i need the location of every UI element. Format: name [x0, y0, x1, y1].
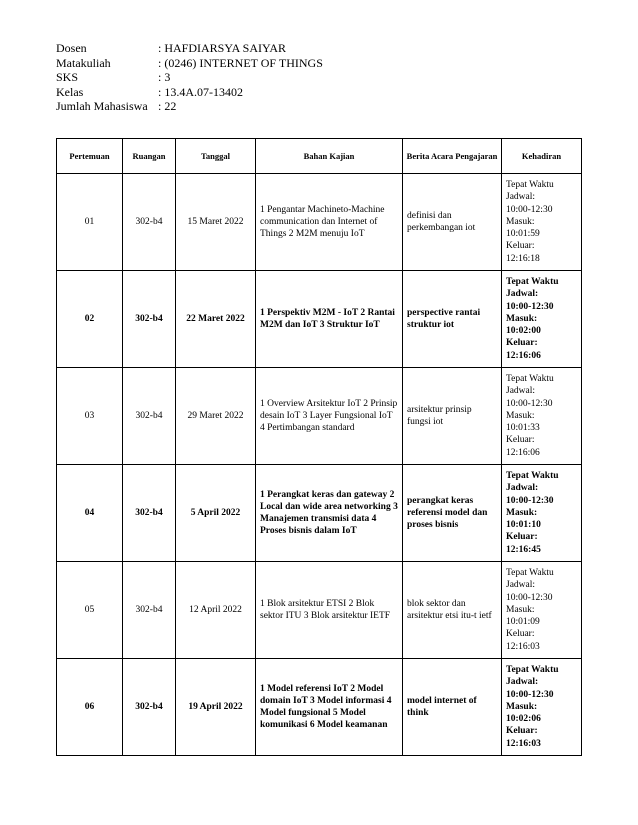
header-tanggal: Tanggal	[176, 139, 256, 174]
cell-kehadiran	[502, 368, 582, 465]
kehadiran-jadwal-label: Jadwal:	[506, 677, 539, 688]
kehadiran-jadwal-label: Jadwal:	[506, 386, 536, 397]
kehadiran-keluar-value: 12:16:45	[506, 544, 541, 555]
header-bahan-kajian: Bahan Kajian	[256, 139, 403, 174]
cell-pertemuan: 03	[57, 368, 123, 465]
kehadiran-jadwal-label: Jadwal:	[506, 192, 536, 203]
kehadiran-jadwal-value: 10:00-12:30	[506, 592, 553, 603]
kehadiran-jadwal-value: 10:00-12:30	[506, 301, 554, 312]
matakuliah-label: Matakuliah	[56, 55, 111, 70]
table-row	[57, 271, 582, 368]
kehadiran-status: Tepat Waktu	[506, 471, 559, 482]
kehadiran-jadwal-value: 10:00-12:30	[506, 398, 553, 409]
kehadiran-status: Tepat Waktu	[506, 180, 554, 191]
cell-tanggal: 12 April 2022	[176, 562, 256, 659]
table-row	[57, 174, 582, 271]
jumlah-value: : 22	[158, 99, 177, 113]
cell-bahan-kajian: 1 Pengantar Machineto-Machine communication dan Internet of Things 2 M2M menuju IoT	[256, 174, 403, 271]
kehadiran-jadwal-label: Jadwal:	[506, 483, 539, 494]
kehadiran-masuk-label: Masuk:	[506, 313, 538, 324]
cell-pertemuan: 06	[57, 659, 123, 756]
table-row	[57, 465, 582, 562]
kehadiran-keluar-label: Keluar:	[506, 338, 538, 349]
cell-kehadiran	[502, 174, 582, 271]
table-row	[57, 659, 582, 756]
cell-berita-acara: perspective rantai struktur iot	[403, 271, 502, 368]
kehadiran-masuk-label: Masuk:	[506, 410, 535, 421]
cell-berita-acara: model internet of think	[403, 659, 502, 756]
kehadiran-masuk-value: 10:01:59	[506, 229, 540, 240]
dosen-row	[56, 41, 323, 56]
sks-label: SKS	[56, 70, 79, 84]
kehadiran-jadwal-value: 10:00-12:30	[506, 204, 553, 215]
jumlah-row	[56, 99, 323, 114]
cell-ruangan: 302-b4	[123, 174, 176, 271]
cell-ruangan: 302-b4	[123, 562, 176, 659]
kehadiran-status: Tepat Waktu	[506, 277, 559, 288]
kehadiran-keluar-label: Keluar:	[506, 532, 538, 543]
cell-pertemuan: 02	[57, 271, 123, 368]
header-ruangan: Ruangan	[123, 139, 176, 174]
kehadiran-masuk-label: Masuk:	[506, 507, 538, 518]
matakuliah-row	[56, 56, 323, 71]
course-info	[56, 41, 323, 114]
cell-berita-acara: definisi dan perkembangan iot	[403, 174, 502, 271]
cell-ruangan: 302-b4	[123, 659, 176, 756]
table-row	[57, 368, 582, 465]
kehadiran-keluar-label: Keluar:	[506, 435, 535, 446]
cell-tanggal: 22 Maret 2022	[176, 271, 256, 368]
kehadiran-masuk-label: Masuk:	[506, 216, 535, 227]
cell-kehadiran	[502, 562, 582, 659]
matakuliah-value: : (0246) INTERNET OF THINGS	[158, 55, 323, 70]
cell-kehadiran	[502, 465, 582, 562]
cell-ruangan: 302-b4	[123, 465, 176, 562]
kehadiran-jadwal-label: Jadwal:	[506, 289, 539, 300]
cell-berita-acara: blok sektor dan arsitektur etsi itu-t ietf	[403, 562, 502, 659]
dosen-label: Dosen	[56, 41, 87, 55]
table-row	[57, 562, 582, 659]
header-berita-acara: Berita Acara Pengajaran	[403, 139, 502, 174]
cell-berita-acara: arsitektur prinsip fungsi iot	[403, 368, 502, 465]
sks-value: : 3	[158, 70, 171, 84]
kehadiran-masuk-label: Masuk:	[506, 701, 538, 712]
jumlah-label: Jumlah Mahasiswa	[56, 99, 148, 113]
header-kehadiran: Kehadiran	[502, 139, 582, 174]
kehadiran-masuk-value: 10:01:10	[506, 520, 541, 531]
cell-bahan-kajian: 1 Blok arsitektur ETSI 2 Blok sektor ITU 3 Blok arsitektur IETF	[256, 562, 403, 659]
attendance-table	[56, 138, 582, 756]
table-body	[57, 174, 582, 756]
kehadiran-masuk-value: 10:01:09	[506, 617, 540, 628]
cell-pertemuan: 01	[57, 174, 123, 271]
kehadiran-keluar-label: Keluar:	[506, 241, 535, 252]
cell-kehadiran	[502, 271, 582, 368]
kehadiran-status: Tepat Waktu	[506, 568, 554, 579]
kehadiran-keluar-value: 12:16:06	[506, 350, 541, 361]
cell-tanggal: 29 Maret 2022	[176, 368, 256, 465]
cell-kehadiran	[502, 659, 582, 756]
kehadiran-keluar-label: Keluar:	[506, 629, 535, 640]
kehadiran-jadwal-value: 10:00-12:30	[506, 495, 554, 506]
cell-bahan-kajian: 1 Perangkat keras dan gateway 2 Local dan wide area networking 3 Manajemen transmisi data 4 Proses bisnis dalam IoT	[256, 465, 403, 562]
kehadiran-keluar-value: 12:16:06	[506, 447, 540, 458]
cell-bahan-kajian: 1 Model referensi IoT 2 Model domain IoT 3 Model informasi 4 Model fungsional 5 Model komunikasi 6 Model keamanan	[256, 659, 403, 756]
cell-tanggal: 15 Maret 2022	[176, 174, 256, 271]
dosen-value: : HAFDIARSYA SAIYAR	[158, 41, 287, 55]
cell-ruangan: 302-b4	[123, 368, 176, 465]
cell-bahan-kajian: 1 Perspektiv M2M - IoT 2 Rantai M2M dan IoT 3 Struktur IoT	[256, 271, 403, 368]
kehadiran-masuk-value: 10:01:33	[506, 423, 540, 434]
kehadiran-jadwal-label: Jadwal:	[506, 580, 536, 591]
kehadiran-keluar-value: 12:16:03	[506, 641, 540, 652]
cell-berita-acara: perangkat keras referensi model dan proses bisnis	[403, 465, 502, 562]
cell-pertemuan: 04	[57, 465, 123, 562]
header-pertemuan: Pertemuan	[57, 139, 123, 174]
kelas-row	[56, 85, 323, 100]
kehadiran-keluar-label: Keluar:	[506, 726, 538, 737]
kehadiran-status: Tepat Waktu	[506, 665, 559, 676]
kehadiran-jadwal-value: 10:00-12:30	[506, 689, 554, 700]
kelas-value: : 13.4A.07-13402	[158, 84, 243, 99]
kehadiran-status: Tepat Waktu	[506, 374, 554, 385]
kehadiran-masuk-label: Masuk:	[506, 604, 535, 615]
kehadiran-masuk-value: 10:02:00	[506, 326, 541, 337]
cell-pertemuan: 05	[57, 562, 123, 659]
kehadiran-keluar-value: 12:16:18	[506, 253, 540, 264]
cell-bahan-kajian: 1 Overview Arsitektur IoT 2 Prinsip desain IoT 3 Layer Fungsional IoT 4 Pertimbangan standard	[256, 368, 403, 465]
table-header-row	[57, 139, 582, 174]
kehadiran-keluar-value: 12:16:03	[506, 738, 541, 749]
cell-ruangan: 302-b4	[123, 271, 176, 368]
kelas-label: Kelas	[56, 84, 84, 99]
cell-tanggal: 19 April 2022	[176, 659, 256, 756]
cell-tanggal: 5 April 2022	[176, 465, 256, 562]
sks-row	[56, 70, 323, 85]
kehadiran-masuk-value: 10:02:06	[506, 714, 541, 725]
